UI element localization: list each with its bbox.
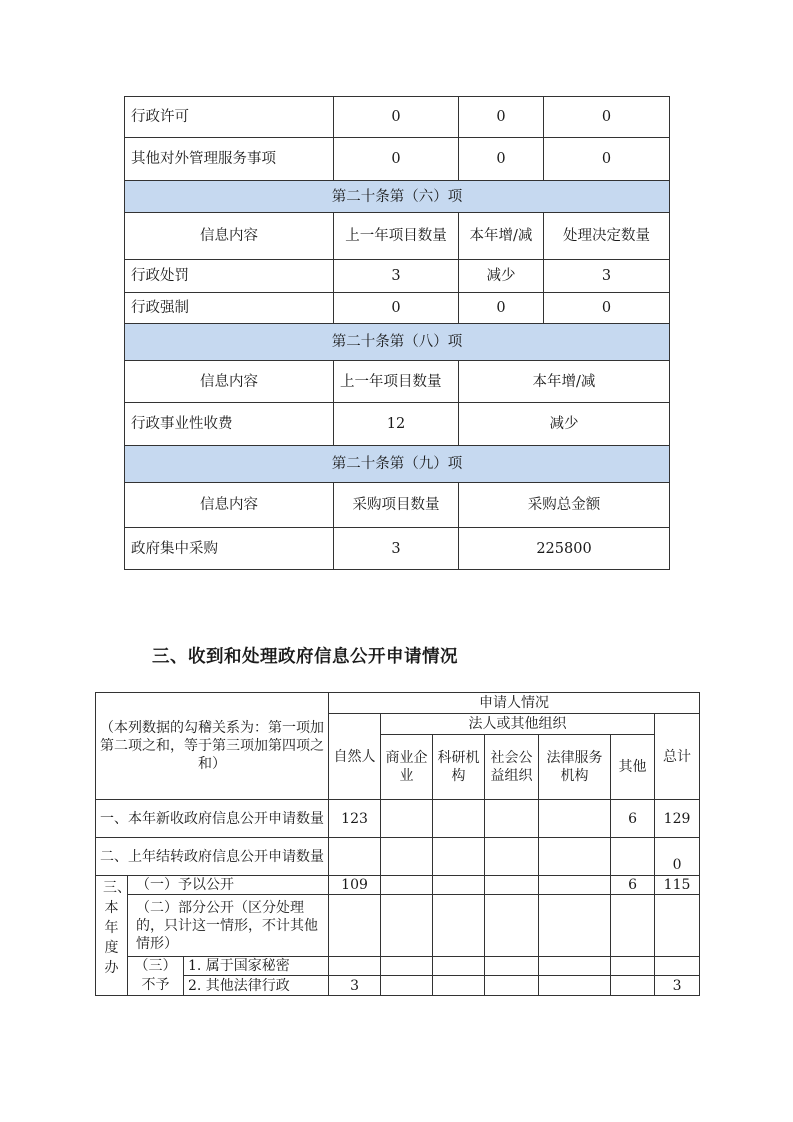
cell-value: 0 (459, 138, 544, 181)
cell-value: 3 (334, 260, 459, 293)
column-header: 科研机构 (433, 735, 485, 800)
cell-value: 225800 (459, 528, 670, 570)
cell-value: 3 (334, 528, 459, 570)
table-row (96, 838, 700, 876)
column-header: 采购项目数量 (334, 483, 459, 528)
cell-value: 0 (334, 97, 459, 138)
table-row (96, 957, 700, 976)
section-title: 第二十条第（九）项 (125, 446, 670, 483)
column-header: 信息内容 (125, 213, 334, 260)
table-row (125, 260, 670, 293)
column-header: 自然人 (329, 714, 381, 800)
table-row (96, 800, 700, 838)
row-label: 行政事业性收费 (125, 403, 334, 446)
applicant-header: 申请人情况 (329, 693, 700, 714)
cell-value: 减少 (459, 403, 670, 446)
column-header-row (125, 483, 670, 528)
section-header-row (125, 181, 670, 213)
row-subgroup-label: （三）不予 (128, 957, 184, 996)
section-header-row (125, 446, 670, 483)
cell-value: 0 (544, 293, 670, 324)
cell-value: 0 (655, 838, 700, 876)
column-header: 法律服务机构 (539, 735, 611, 800)
column-header: 处理决定数量 (544, 213, 670, 260)
section-header-row (125, 324, 670, 361)
cell-value: 12 (334, 403, 459, 446)
row-label: 行政许可 (125, 97, 334, 138)
row-label: （二）部分公开（区分处理的，只计这一情形，不计其他情形） (128, 895, 329, 957)
cell-value: 3 (544, 260, 670, 293)
table-row (125, 293, 670, 324)
column-header: 信息内容 (125, 483, 334, 528)
table-row (125, 528, 670, 570)
row-label: 一、本年新收政府信息公开申请数量 (96, 800, 329, 838)
row-label: 1. 属于国家秘密 (184, 957, 329, 976)
section-title: 第二十条第（六）项 (125, 181, 670, 213)
row-label: 其他对外管理服务事项 (125, 138, 334, 181)
column-header: 上一年项目数量 (334, 361, 459, 403)
cell-value: 109 (329, 876, 381, 895)
disclosure-items-table (124, 96, 670, 570)
cell-value: 0 (459, 97, 544, 138)
table-row (96, 693, 700, 714)
column-header: 其他 (611, 735, 655, 800)
column-header-row (125, 361, 670, 403)
cell-value: 减少 (459, 260, 544, 293)
cell-value: 3 (329, 976, 381, 996)
column-header: 上一年项目数量 (334, 213, 459, 260)
row-label: 政府集中采购 (125, 528, 334, 570)
column-header: 社会公益组织 (485, 735, 539, 800)
column-header: 本年增/减 (459, 361, 670, 403)
requests-table (95, 692, 700, 996)
row-label: 二、上年结转政府信息公开申请数量 (96, 838, 329, 876)
note-cell: （本列数据的勾稽关系为：第一项加第二项之和，等于第三项加第四项之和） (96, 693, 329, 800)
legal-header: 法人或其他组织 (381, 714, 655, 735)
column-header-row (125, 213, 670, 260)
row-label: 行政处罚 (125, 260, 334, 293)
cell-value: 129 (655, 800, 700, 838)
section-title: 第二十条第（八）项 (125, 324, 670, 361)
row-label: 行政强制 (125, 293, 334, 324)
cell-value: 6 (611, 800, 655, 838)
table-row (125, 403, 670, 446)
cell-value: 123 (329, 800, 381, 838)
column-header: 本年增/减 (459, 213, 544, 260)
column-header: 采购总金额 (459, 483, 670, 528)
cell-value: 0 (544, 138, 670, 181)
cell-value: 6 (611, 876, 655, 895)
cell-value: 3 (655, 976, 700, 996)
column-header: 信息内容 (125, 361, 334, 403)
row-label: （一）予以公开 (128, 876, 329, 895)
section-heading: 三、收到和处理政府信息公开申请情况 (152, 647, 458, 667)
table-row (96, 976, 700, 996)
column-header: 总计 (655, 714, 700, 800)
row-group-label: 三、本年度办 (96, 876, 128, 996)
table-row (125, 97, 670, 138)
column-header: 商业企业 (381, 735, 433, 800)
table-row (96, 876, 700, 895)
row-label: 2. 其他法律行政 (184, 976, 329, 996)
cell-value: 0 (459, 293, 544, 324)
cell-value: 0 (544, 97, 670, 138)
cell-value: 0 (334, 138, 459, 181)
cell-value: 0 (334, 293, 459, 324)
cell-value: 115 (655, 876, 700, 895)
table-row (96, 895, 700, 957)
table-row (125, 138, 670, 181)
